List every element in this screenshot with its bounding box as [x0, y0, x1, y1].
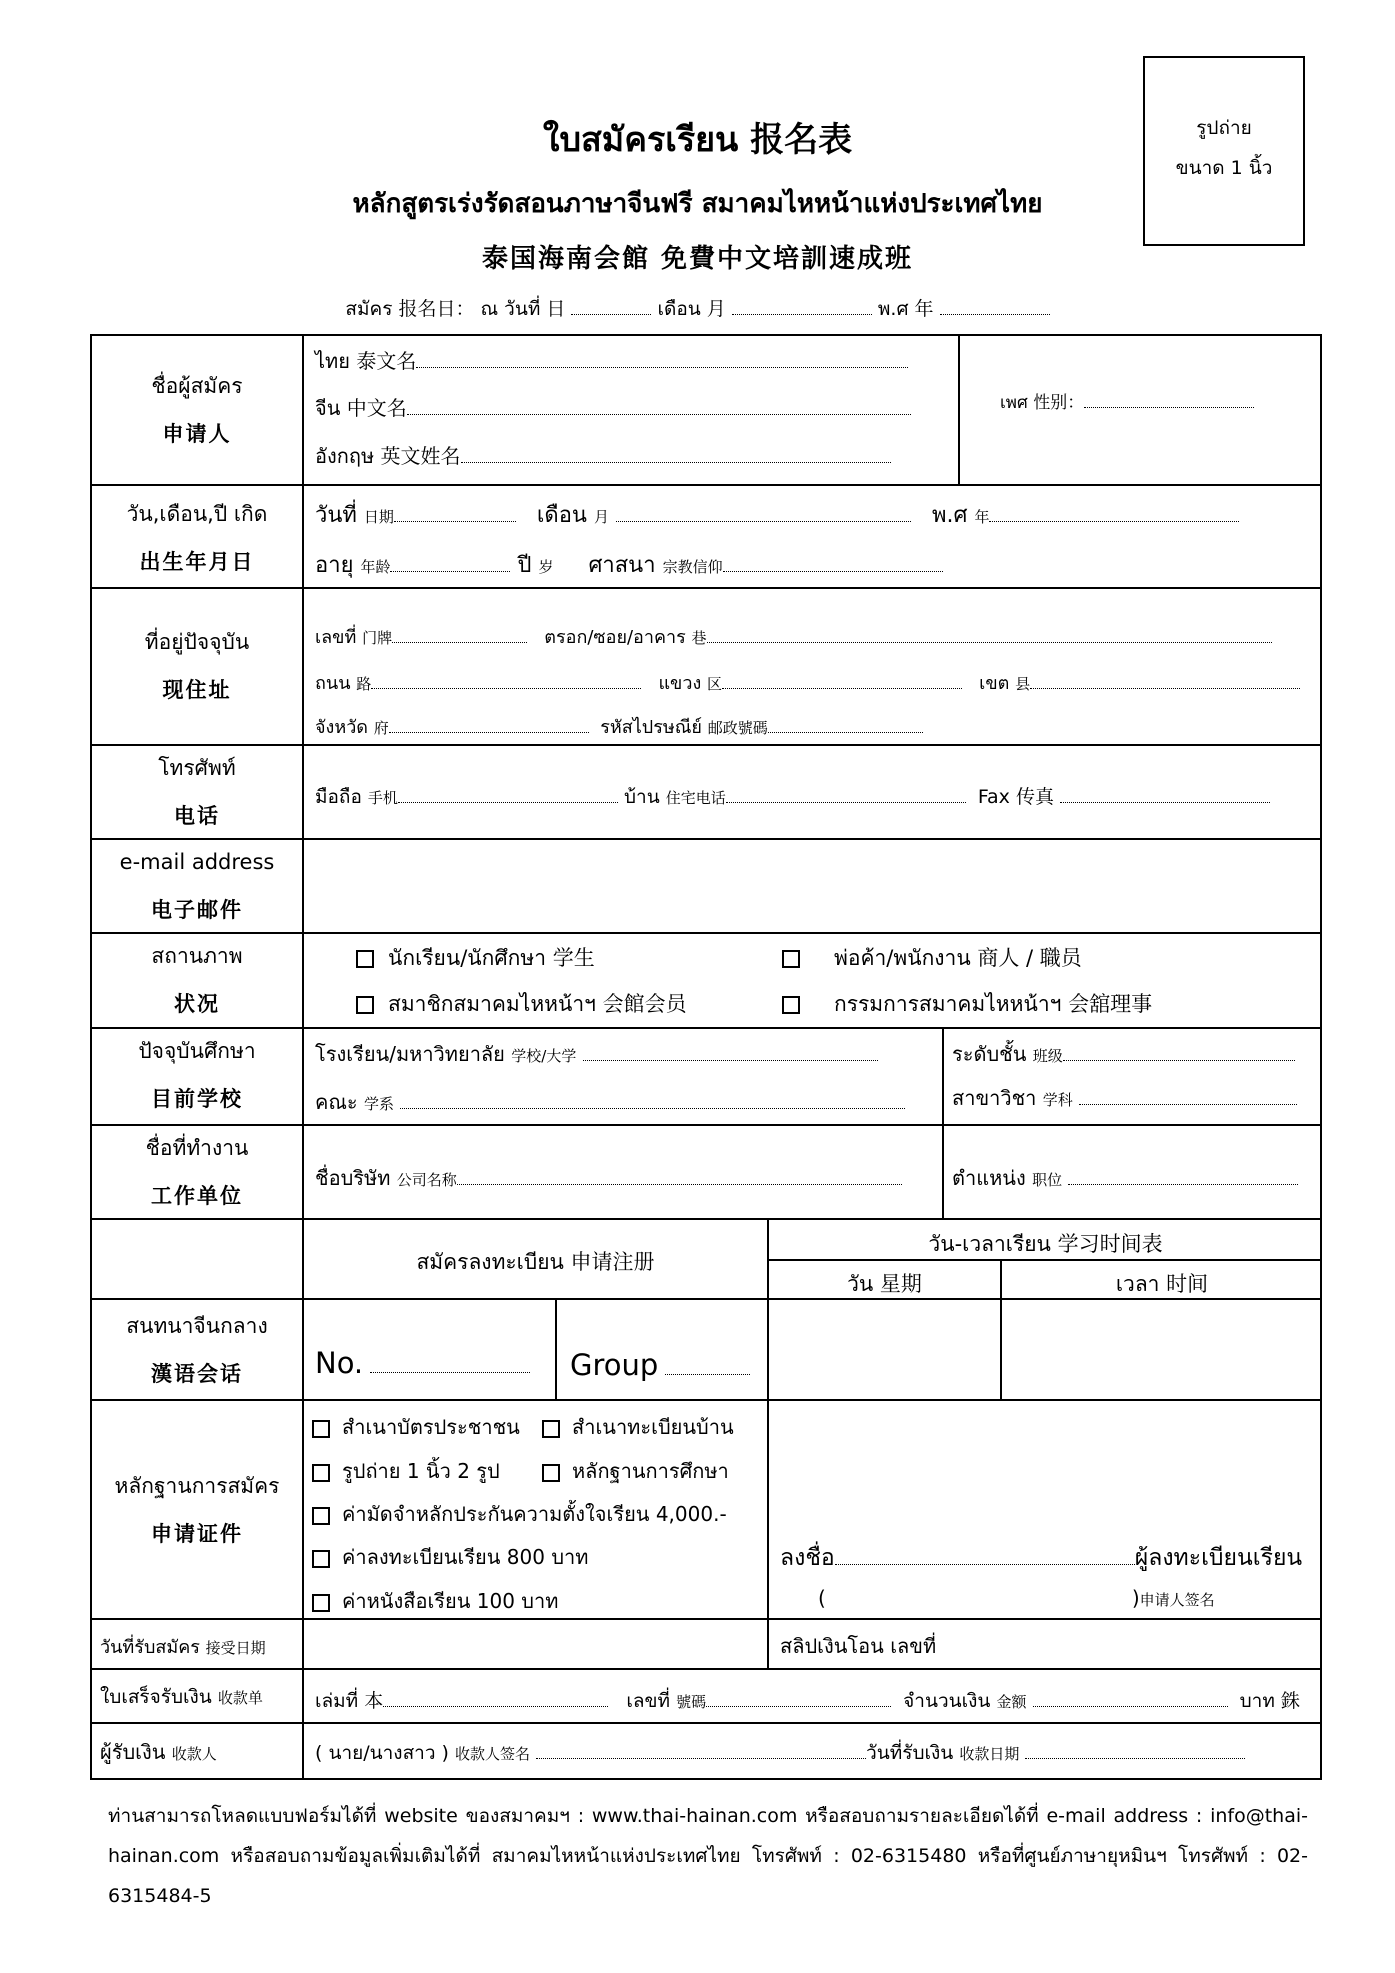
school-divider [942, 1027, 944, 1219]
checkbox[interactable] [312, 1420, 330, 1438]
status-option-merchant[interactable]: พ่อค้า/พนักงาน 商人 / 職员 [782, 942, 1082, 975]
course-no-field[interactable] [370, 1354, 530, 1373]
row-divider [90, 587, 1322, 589]
school-row-label: ปัจจุบันศึกษา 目前学校 [138, 1039, 256, 1111]
checkbox[interactable] [312, 1594, 330, 1612]
checkbox[interactable] [312, 1550, 330, 1568]
thai-name-line: ไทย 泰文名 [315, 345, 908, 377]
form-subtitle-thai: หลักสูตรเร่งรัดสอนภาษาจีนฟรี สมาคมไหหน้าแห่งประเทศไทย [352, 189, 1043, 219]
position-field[interactable] [1068, 1166, 1298, 1185]
photo-box-line1: รูปถ่าย [1196, 117, 1252, 139]
english-name-field[interactable] [461, 444, 891, 463]
checkbox[interactable] [542, 1464, 560, 1482]
age-field[interactable] [390, 553, 510, 572]
receipt-label: ใบเสร็จรับเงิน 收款单 [100, 1686, 263, 1708]
birth-line-2: อายุ 年龄 ปี 岁 ศาสนา 宗教信仰 [315, 547, 943, 582]
gender-line: เพศ 性别： [1000, 388, 1254, 416]
english-name-line: อังกฤษ 英文姓名 [315, 440, 891, 472]
gender-divider [958, 334, 960, 484]
payee-date-field[interactable] [1025, 1740, 1245, 1759]
phone-line: มือถือ 手机 บ้าน 住宅电话 Fax 传真 [315, 782, 1270, 812]
received-date-field[interactable] [304, 1620, 767, 1668]
birth-year-field[interactable] [989, 503, 1239, 522]
row-divider [90, 1399, 1322, 1401]
thai-name-field[interactable] [416, 349, 908, 368]
chinese-name-field[interactable] [407, 396, 911, 415]
major-field[interactable] [1079, 1086, 1297, 1105]
course-group-field[interactable] [665, 1356, 750, 1375]
application-date-line [0, 294, 1395, 324]
docs-row-label: หลักฐานการสมัคร 申请证件 [114, 1474, 280, 1546]
lane-field[interactable] [707, 624, 1272, 643]
no-group-divider [555, 1298, 557, 1399]
email-row-label: e-mail address 电子邮件 [119, 850, 275, 922]
date-year-field[interactable] [940, 296, 1050, 315]
row-divider [90, 484, 1322, 486]
birth-line-1: วันที่ 日期 เดือน 月 พ.ศ 年 [315, 497, 1239, 532]
name-row-label: ชื่อผู้สมัคร 申请人 [151, 374, 243, 446]
birth-row-label: วัน,เดือน,ปี เกิด 出生年月日 [126, 502, 268, 574]
footer-note: ท่านสามารถโหลดแบบฟอร์มได้ที่ website ของสมาคมฯ : www.thai-hainan.com หรือสอบถามรายละเอียดได้ที่ e-mail address : info@thai-hainan.com หรือสอบถามข้อมูลเพิ่มเติมได้ที่ สมาคมไหหน้าแห่งประเทศไทย โทรศัพท์ : 02-6315480 หรือที่ศูนย์ภาษายุหมินฯ โทรศัพท์ : 02-6315484-5 [108, 1805, 1308, 1907]
postcode-field[interactable] [768, 714, 923, 733]
phone-row-label: โทรศัพท์ 电话 [158, 756, 236, 828]
form-subtitle-chinese: 泰国海南会館 免費中文培訓速成班 [481, 244, 914, 274]
schedule-header: วัน-เวลาเรียน 学习时间表 [928, 1232, 1163, 1256]
row-divider [90, 1668, 1322, 1670]
level-field[interactable] [1063, 1042, 1295, 1061]
schedule-day-header: วัน 星期 [847, 1272, 922, 1296]
school-line: โรงเรียน/มหาวิทยาลัย 学校/大学 [315, 1038, 878, 1070]
chinese-name-line: จีน 中文名 [315, 392, 911, 424]
date-year-label: พ.ศ 年 [877, 298, 934, 320]
home-phone-field[interactable] [726, 784, 966, 803]
receipt-book-field[interactable] [383, 1688, 608, 1707]
status-option-member[interactable]: สมาชิกสมาคมไหหน้าฯ 会館会员 [356, 988, 687, 1021]
signature-field[interactable] [835, 1546, 1135, 1565]
checkbox[interactable] [312, 1507, 330, 1525]
faculty-field[interactable] [400, 1090, 905, 1109]
photo-box-line2: ขนาด 1 นิ้ว [1175, 157, 1273, 179]
status-option-committee[interactable]: กรรมการสมาคมไหหน้าฯ 会舘理事 [782, 988, 1152, 1021]
payee-signature-field[interactable] [536, 1740, 866, 1759]
date-day-field[interactable] [571, 296, 651, 315]
company-line: ชื่อบริษัท 公司名称 [315, 1162, 902, 1194]
fax-field[interactable] [1060, 784, 1270, 803]
doc-house-registration[interactable]: สำเนาทะเบียนบ้าน [542, 1411, 734, 1443]
birth-day-field[interactable] [394, 503, 516, 522]
checkbox[interactable] [782, 996, 800, 1014]
school-field[interactable] [583, 1042, 878, 1061]
course-row-label: สนทนาจีนกลาง 漢语会话 [126, 1314, 268, 1386]
road-field[interactable] [371, 670, 641, 689]
address-line-1: เลขที่ 门牌 ตรอก/ซอย/อาคาร 巷 [315, 622, 1272, 651]
house-no-field[interactable] [392, 624, 527, 643]
date-day-label: สมัคร 报名日： ณ วันที่ 日 [345, 298, 566, 320]
schedule-time-header: เวลา 时间 [1115, 1272, 1209, 1296]
position-line: ตำแหน่ง 职位 [952, 1162, 1298, 1194]
signature-line: ลงชื่อ ผู้ลงทะเบียนเรียน [780, 1545, 1303, 1571]
date-month-field[interactable] [732, 296, 872, 315]
company-field[interactable] [457, 1166, 902, 1185]
label-column-divider [302, 1668, 304, 1780]
doc-deposit[interactable]: ค่ามัดจำหลักประกันความตั้งใจเรียน 4,000.- [312, 1498, 727, 1530]
birth-month-field[interactable] [616, 503, 911, 522]
checkbox[interactable] [542, 1420, 560, 1438]
doc-education[interactable]: หลักฐานการศึกษา [542, 1455, 729, 1487]
address-line-3: จังหวัด 府 รหัสไปรษณีย์ 邮政號碼 [315, 712, 923, 741]
doc-id-card[interactable]: สำเนาบัตรประชาชน [312, 1411, 520, 1443]
register-header: สมัครลงทะเบียน 申请注册 [416, 1250, 655, 1274]
address-row-label: ที่อยู่ปัจจุบัน 现住址 [144, 630, 250, 702]
receipt-no-field[interactable] [706, 1688, 891, 1707]
label-column-divider [302, 334, 304, 1668]
checkbox[interactable] [782, 950, 800, 968]
work-row-label: ชื่อที่ทำงาน 工作单位 [145, 1136, 249, 1208]
payee-line: ( นาย/นางสาว ) 收款人签名 วันที่รับเงิน 收款日期 [315, 1738, 1245, 1768]
status-option-student[interactable]: นักเรียน/นักศึกษา 学生 [356, 942, 595, 975]
doc-registration-fee[interactable]: ค่าลงทะเบียนเรียน 800 บาท [312, 1541, 588, 1573]
level-line: ระดับชั้น 班级 [952, 1038, 1295, 1070]
signer-name-line: ( )申请人签名 [818, 1586, 1215, 1610]
payee-label: ผู้รับเงิน 收款人 [100, 1740, 217, 1764]
transfer-slip-label: สลิปเงินโอน เลขที่ [780, 1634, 937, 1658]
major-line: สาขาวิชา 学科 [952, 1082, 1297, 1114]
subdistrict-field[interactable] [722, 670, 962, 689]
received-date-label: วันที่รับสมัคร 接受日期 [100, 1637, 266, 1658]
faculty-line: คณะ 学系 [315, 1086, 905, 1118]
email-field[interactable] [304, 840, 1320, 932]
receipt-line: เล่มที่ 本 เลขที่ 號碼 จำนวนเงิน 金额 บาท 銖 [315, 1690, 1300, 1712]
course-no-line: No. [315, 1346, 530, 1380]
row-divider [90, 1722, 1322, 1724]
docs-divider [767, 1399, 769, 1668]
receipt-amount-field[interactable] [1033, 1688, 1228, 1707]
date-month-label: เดือน 月 [657, 298, 726, 320]
checkbox[interactable] [312, 1464, 330, 1482]
gender-field[interactable] [1084, 389, 1254, 408]
district-field[interactable] [1030, 670, 1300, 689]
doc-photo[interactable]: รูปถ่าย 1 นิ้ว 2 รูป [312, 1455, 500, 1487]
doc-book-fee[interactable]: ค่าหนังสือเรียน 100 บาท [312, 1585, 558, 1617]
status-row-label: สถานภาพ 状况 [151, 944, 243, 1016]
course-group-line: Group [570, 1348, 750, 1382]
mobile-field[interactable] [398, 784, 618, 803]
religion-field[interactable] [723, 553, 943, 572]
address-line-2: ถนน 路 แขวง 区 เขต 县 [315, 668, 1300, 697]
province-field[interactable] [389, 714, 589, 733]
form-title: ใบสมัครเรียน 报名表 [542, 120, 853, 160]
checkbox[interactable] [356, 996, 374, 1014]
checkbox[interactable] [356, 950, 374, 968]
